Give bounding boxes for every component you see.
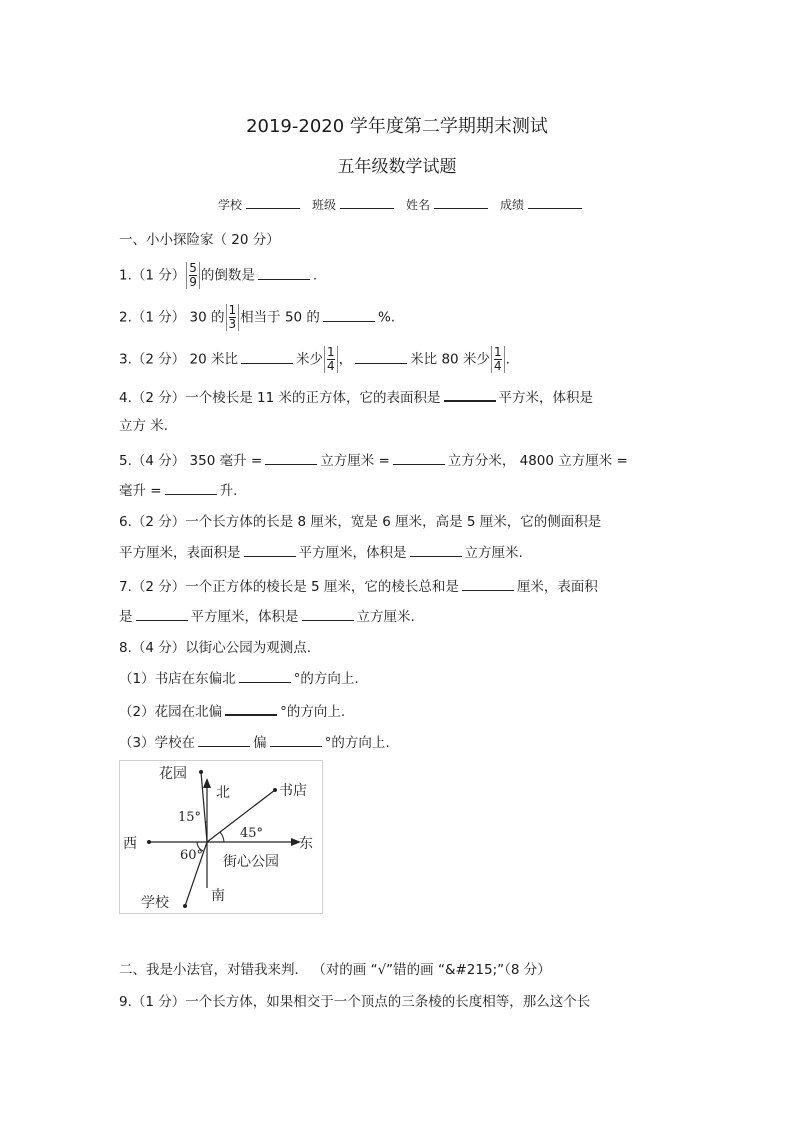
q8-blank-4[interactable] (270, 732, 322, 747)
q5-line1a: 5.（4 分） 350 毫升 = (119, 453, 263, 469)
q1-denominator: 9 (189, 275, 197, 289)
q6-blank-2[interactable] (410, 542, 462, 557)
header-school (218, 196, 300, 213)
label-west: 西 (123, 836, 137, 852)
q4-line1a: 4.（2 分）一个棱长是 11 米的正方体，它的表面积是 (119, 390, 441, 406)
q8-blank-2[interactable] (225, 700, 277, 716)
q8-sub3b: 偏 (253, 735, 267, 751)
q5-line2b: 升. (219, 483, 238, 499)
question-6-line-2 (119, 542, 523, 563)
q6-blank-1[interactable] (244, 542, 296, 557)
q2-fraction (226, 304, 240, 331)
school-blank[interactable] (246, 196, 300, 209)
q7-line2b: 平方厘米，体积是 (190, 609, 299, 625)
question-8-sub-3 (119, 732, 390, 753)
question-7-line-2 (119, 606, 415, 627)
school-point (183, 904, 187, 908)
q3-numerator-1: 1 (327, 345, 335, 359)
q3-prefix: 3.（2 分） 20 米比 (119, 351, 239, 368)
q4-blank-1[interactable] (444, 386, 496, 402)
q5-blank-1[interactable] (265, 450, 317, 465)
q1-blank[interactable] (258, 265, 310, 280)
label-angle-60: 60° (180, 848, 204, 863)
header-score (500, 196, 582, 213)
q8-blank-1[interactable] (239, 668, 291, 683)
q5-line2a: 毫升 = (119, 483, 162, 499)
class-blank[interactable] (340, 196, 394, 209)
q3-fraction-2 (491, 346, 505, 373)
q2-end: %. (377, 309, 396, 326)
q6-line2a: 平方厘米，表面积是 (119, 545, 241, 561)
q3-blank-2[interactable] (355, 349, 407, 364)
q7-line1b: 厘米，表面积 (516, 579, 598, 595)
q7-line1a: 7.（2 分）一个正方体的棱长是 5 厘米，它的棱长总和是 (119, 579, 459, 595)
question-7-line-1 (119, 576, 598, 597)
label-north: 北 (216, 785, 230, 801)
header-score-label: 成绩 (500, 198, 525, 212)
question-2 (119, 304, 395, 331)
q1-end: . (312, 267, 318, 284)
q7-line2a: 是 (119, 609, 133, 625)
north-arrow (203, 778, 211, 788)
q2-numerator: 1 (228, 303, 237, 317)
header-class-label: 班级 (312, 198, 337, 212)
label-school: 学校 (141, 895, 169, 911)
label-bookstore: 书店 (279, 783, 307, 799)
header-name-label: 姓名 (406, 198, 431, 212)
label-south: 南 (211, 888, 225, 904)
q4-line1b: 平方米，体积是 (498, 390, 594, 406)
section1-heading: 一、小小探险家（ 20 分） (119, 232, 280, 248)
label-angle-45: 45° (240, 826, 264, 841)
q3-numerator-2: 1 (493, 345, 502, 359)
q3-mid1: 米少 (296, 351, 324, 368)
question-4-line-2: 立方 米. (119, 418, 169, 434)
question-8-stem: 8.（4 分）以街心公园为观测点. (119, 640, 312, 656)
q6-line2b: 平方厘米，体积是 (298, 545, 407, 561)
q3-end: . (505, 351, 510, 368)
q1-numerator: 5 (189, 261, 197, 275)
header-name (406, 196, 488, 213)
q8-sub1a: （1）书店在东偏北 (119, 671, 236, 687)
header-school-label: 学校 (218, 198, 243, 212)
q1-prefix: 1.（1 分） (119, 267, 186, 284)
question-4-line-1 (119, 386, 593, 408)
question-3 (119, 346, 510, 373)
q8-sub3a: （3）学校在 (119, 735, 196, 751)
q3-fraction-1 (324, 346, 338, 373)
q3-denominator-1: 4 (327, 359, 335, 373)
q3-comma: ， (338, 351, 353, 368)
q7-blank-3[interactable] (302, 606, 354, 621)
label-east: 东 (299, 836, 313, 852)
question-5-line-2 (119, 480, 237, 501)
q2-prefix: 2.（1 分） 30 的 (119, 309, 225, 326)
q3-blank-1[interactable] (241, 349, 293, 364)
q7-blank-2[interactable] (136, 606, 188, 621)
q1-fraction (186, 262, 200, 289)
q8-sub3c: °的方向上. (324, 735, 390, 751)
q2-denominator: 3 (228, 317, 237, 331)
q8-blank-3[interactable] (198, 732, 250, 747)
label-park: 街心公园 (223, 854, 279, 870)
q7-line2c: 立方厘米. (356, 609, 415, 625)
title-line-2: 五年级数学试题 (337, 157, 457, 177)
label-angle-15: 15° (178, 810, 202, 825)
bookstore-point (273, 788, 277, 792)
section2-heading: 二、我是小法官，对错我来判． （对的画 “√”错的画 “&#215;”（8 分） (119, 962, 551, 978)
question-1 (119, 262, 317, 289)
score-blank[interactable] (528, 196, 582, 209)
question-9: 9.（1 分）一个长方体，如果相交于一个顶点的三条棱的长度相等，那么这个长 (119, 994, 591, 1010)
header-class (312, 196, 394, 213)
q7-blank-1[interactable] (462, 576, 514, 591)
question-8-sub-2 (119, 700, 345, 722)
garden-point (199, 770, 203, 774)
q3-mid2: 米比 80 米少 (410, 351, 490, 368)
angle-45-arc (220, 832, 224, 842)
q2-text: 相当于 50 的 (240, 309, 320, 326)
name-blank[interactable] (434, 196, 488, 209)
q5-blank-2[interactable] (393, 450, 445, 465)
direction-diagram (119, 760, 323, 914)
q6-line2c: 立方厘米. (464, 545, 523, 561)
label-garden: 花园 (159, 766, 187, 782)
question-8-sub-1 (119, 668, 359, 689)
q8-sub2b: °的方向上. (280, 704, 346, 720)
question-5-line-1 (119, 450, 628, 471)
q3-denominator-2: 4 (493, 359, 502, 373)
q1-text: 的倒数是 (200, 267, 255, 284)
q5-blank-3[interactable] (165, 480, 217, 495)
q8-sub1b: °的方向上. (293, 671, 359, 687)
q8-sub2a: （2）花园在北偏 (119, 704, 223, 720)
title-line-1: 2019-2020 学年度第二学期期末测试 (246, 116, 548, 137)
question-6-line-1: 6.（2 分）一个长方体的长是 8 厘米，宽是 6 厘米，高是 5 厘米，它的侧面积是 (119, 514, 602, 530)
q5-line1b: 立方厘米 = (320, 453, 390, 469)
q2-blank[interactable] (323, 307, 375, 322)
q5-line1c: 立方分米， 4800 立方厘米 = (447, 453, 628, 469)
west-point (147, 840, 151, 844)
